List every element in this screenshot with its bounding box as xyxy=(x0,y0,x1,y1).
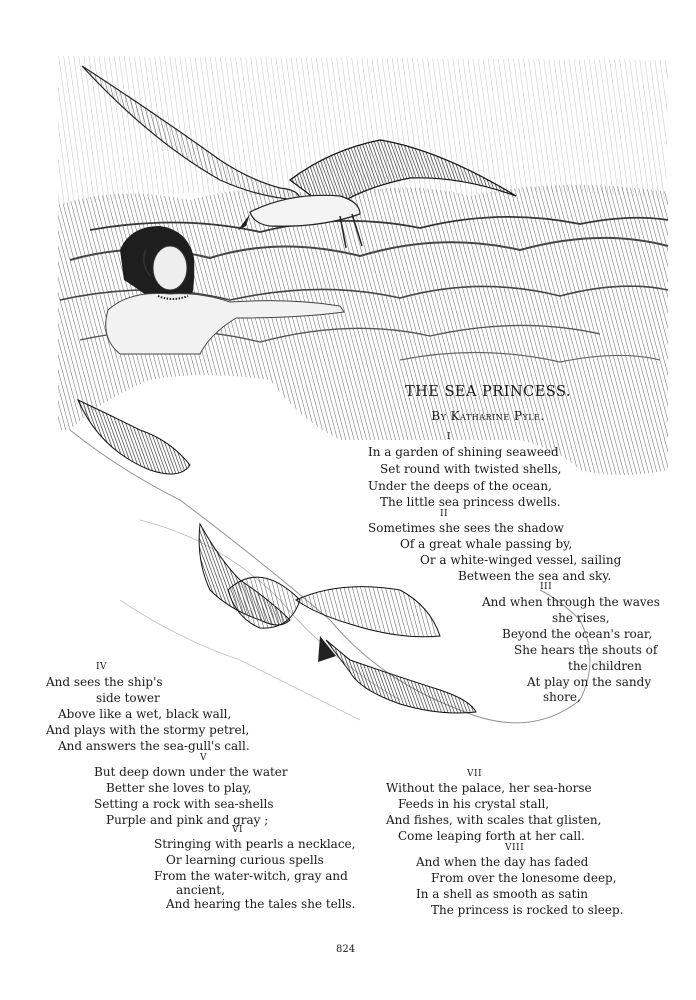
stanza-5-numeral: V xyxy=(200,753,207,763)
stanza-7-line-4: Come leaping forth at her call. xyxy=(398,829,585,843)
stanza-3-line-5: the children xyxy=(568,659,642,673)
stanza-6-line-4: ancient, xyxy=(176,883,225,897)
stanza-8-line-1: And when the day has faded xyxy=(416,855,589,869)
stanza-3-line-2: she rises, xyxy=(552,611,610,625)
stanza-3-line-3: Beyond the ocean's roar, xyxy=(502,627,653,641)
stanza-6-line-1: Stringing with pearls a necklace, xyxy=(154,837,356,851)
stanza-2-line-3: Or a white-winged vessel, sailing xyxy=(420,553,622,567)
page-number: 824 xyxy=(336,944,356,955)
stanza-5-line-2: Better she loves to play, xyxy=(106,781,252,795)
stanza-2-line-1: Sometimes she sees the shadow xyxy=(368,521,564,535)
stanza-1-line-3: Under the deeps of the ocean, xyxy=(368,479,552,493)
stanza-5-line-4: Purple and pink and gray ; xyxy=(106,813,269,827)
stanza-1-line-2: Set round with twisted shells, xyxy=(380,462,562,476)
stanza-8-line-3: In a shell as smooth as satin xyxy=(416,887,589,901)
poem-title: THE SEA PRINCESS. xyxy=(404,384,572,400)
stanza-8-line-2: From over the lonesome deep, xyxy=(431,871,617,885)
stanza-7-line-3: And fishes, with scales that glisten, xyxy=(386,813,602,827)
stanza-3-line-1: And when through the waves xyxy=(482,595,660,609)
stanza-6-line-3: From the water-witch, gray and xyxy=(154,869,348,883)
stanza-2-numeral: II xyxy=(440,509,449,519)
stanza-3-line-4: She hears the shouts of xyxy=(514,643,658,657)
stanza-4-numeral: IV xyxy=(96,662,108,672)
stanza-5-line-1: But deep down under the water xyxy=(94,765,288,779)
stanza-3-line-7: shore, xyxy=(543,690,581,704)
poem-byline: By Katharine Pyle. xyxy=(431,409,545,423)
stanza-7-line-1: Without the palace, her sea-horse xyxy=(386,781,592,795)
mermaid-tail xyxy=(78,400,190,474)
stanza-4-line-5: And answers the sea-gull's call. xyxy=(58,739,250,753)
stanza-5-line-3: Setting a rock with sea-shells xyxy=(94,797,274,811)
stanza-3-line-6: At play on the sandy xyxy=(527,675,652,689)
stanza-1-line-4: The little sea princess dwells. xyxy=(380,495,561,509)
stanza-2-line-2: Of a great whale passing by, xyxy=(400,537,573,551)
stanza-4-line-2: side tower xyxy=(96,691,160,705)
stanza-2-line-4: Between the sea and sky. xyxy=(458,569,612,583)
stanza-4-line-3: Above like a wet, black wall, xyxy=(58,707,232,721)
stanza-8-line-4: The princess is rocked to sleep. xyxy=(431,903,624,917)
stanza-1-line-1: In a garden of shining seaweed xyxy=(368,445,559,459)
stanza-1-numeral: I xyxy=(447,432,452,442)
title-block xyxy=(340,384,636,423)
stanza-4-line-4: And plays with the stormy petrel, xyxy=(46,723,250,737)
stanza-6-numeral: VI xyxy=(232,825,244,835)
stanza-6-line-5: And hearing the tales she tells. xyxy=(166,897,356,911)
stanza-4-line-1: And sees the ship's xyxy=(46,675,163,689)
stanza-6-line-2: Or learning curious spells xyxy=(166,853,324,867)
stanza-7-line-2: Feeds in his crystal stall, xyxy=(398,797,550,811)
stanza-3-numeral: III xyxy=(540,582,553,592)
stanza-8-numeral: VIII xyxy=(505,843,525,853)
stanza-7-numeral: VII xyxy=(467,769,483,779)
